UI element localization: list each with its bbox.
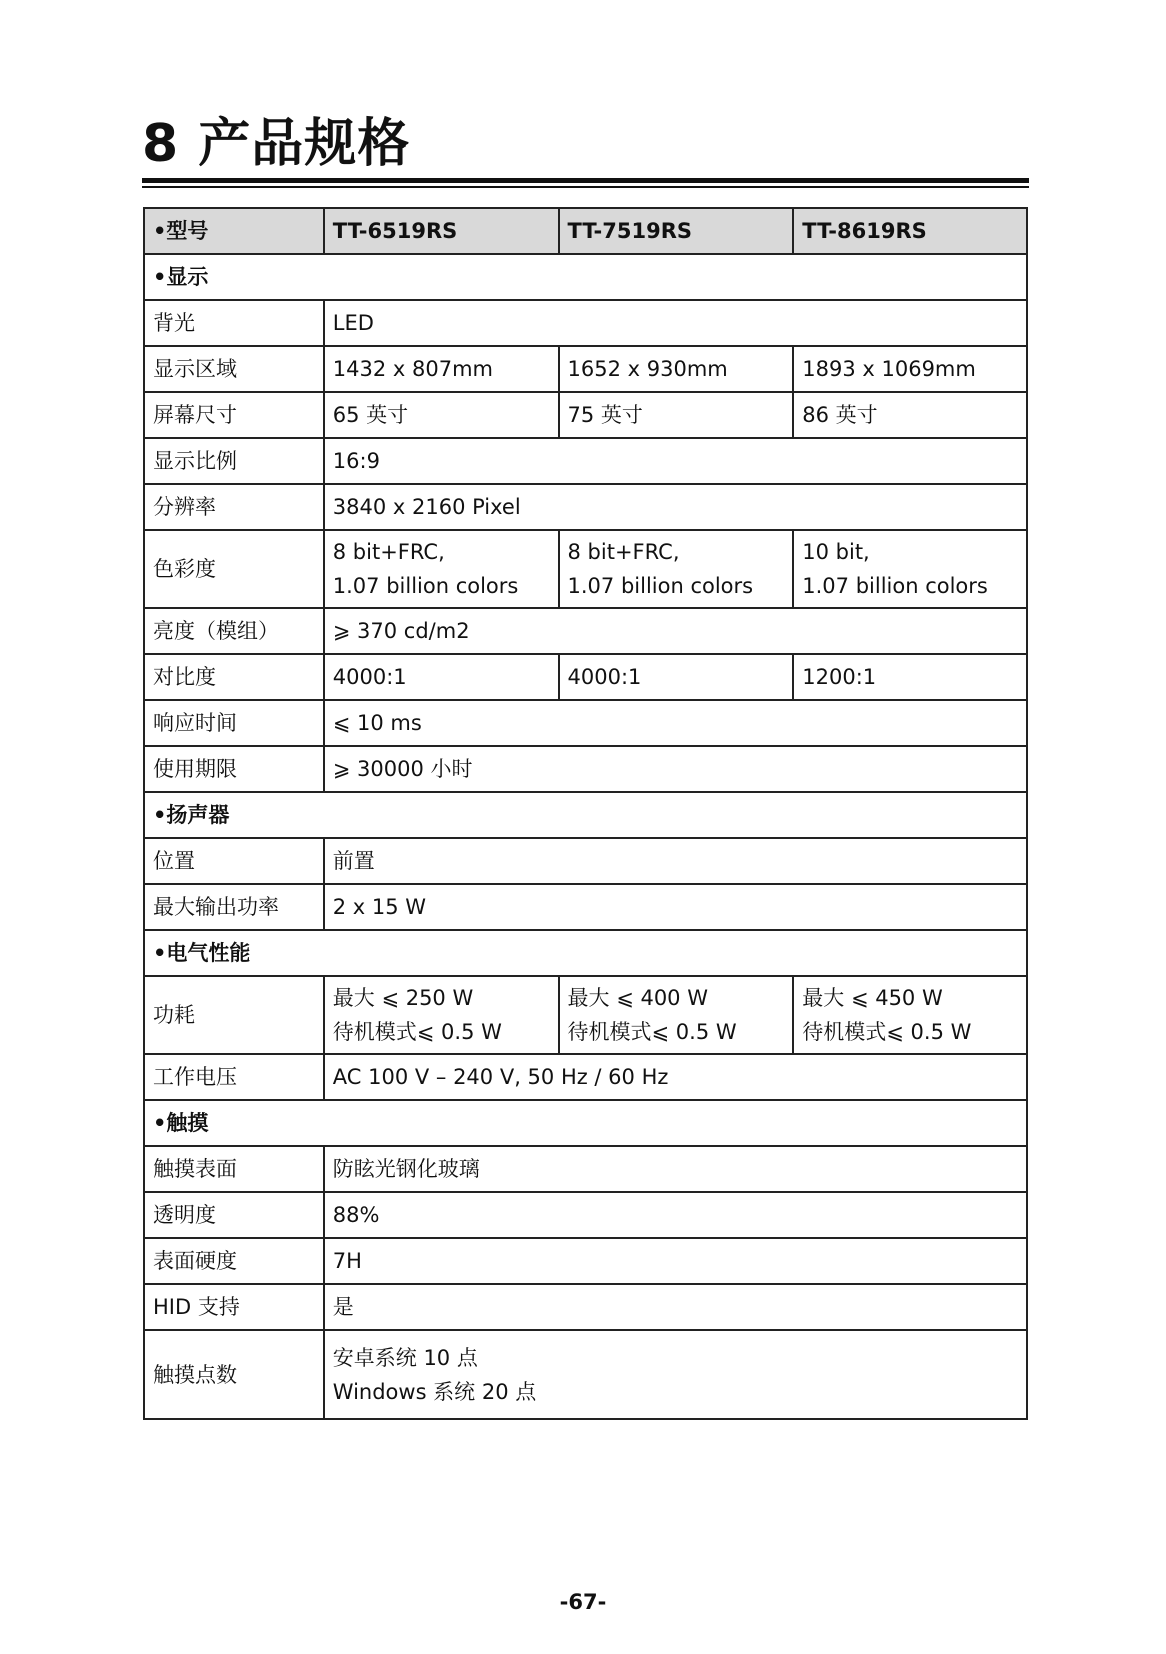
row-label: 色彩度 xyxy=(144,530,324,608)
row-label: 屏幕尺寸 xyxy=(144,392,324,438)
row-value: 1893 x 1069mm xyxy=(793,346,1027,392)
row-label: 表面硬度 xyxy=(144,1238,324,1284)
value-line: Windows 系统 20 点 xyxy=(332,1379,537,1404)
title-rule-thick xyxy=(142,178,1029,183)
row-value: 16:9 xyxy=(324,438,1027,484)
page-number: -67- xyxy=(559,1590,607,1614)
value-line: 安卓系统 10 点 xyxy=(332,1345,478,1370)
row-value: 88% xyxy=(324,1192,1027,1238)
table-row xyxy=(144,1284,1027,1330)
row-label: 工作电压 xyxy=(144,1054,324,1100)
table-header-row xyxy=(144,208,1027,254)
table-row xyxy=(144,392,1027,438)
row-label: 使用期限 xyxy=(144,746,324,792)
row-label: 位置 xyxy=(144,838,324,884)
section-row-electrical xyxy=(144,930,1027,976)
table-row xyxy=(144,300,1027,346)
row-value: ⩾ 30000 小时 xyxy=(324,746,1027,792)
row-value: 86 英寸 xyxy=(793,392,1027,438)
model-1: TT-6519RS xyxy=(324,208,559,254)
table-row xyxy=(144,884,1027,930)
row-value: 1200:1 xyxy=(793,654,1027,700)
table-row xyxy=(144,438,1027,484)
value-line: 待机模式⩽ 0.5 W xyxy=(567,1020,737,1044)
row-value: ⩽ 10 ms xyxy=(324,700,1027,746)
value-line: 1.07 billion colors xyxy=(802,574,988,598)
row-value: ⩾ 370 cd/m2 xyxy=(324,608,1027,654)
row-label: 功耗 xyxy=(144,976,324,1054)
title-rule-thin xyxy=(142,186,1029,188)
page-title: 8 产品规格 xyxy=(142,114,411,174)
row-label: 分辨率 xyxy=(144,484,324,530)
row-value: 3840 x 2160 Pixel xyxy=(324,484,1027,530)
table-row xyxy=(144,1192,1027,1238)
section-row-speaker xyxy=(144,792,1027,838)
table-row xyxy=(144,1054,1027,1100)
table-row xyxy=(144,1146,1027,1192)
table-row xyxy=(144,746,1027,792)
row-value: 防眩光钢化玻璃 xyxy=(324,1146,1027,1192)
table-row xyxy=(144,608,1027,654)
table-row xyxy=(144,484,1027,530)
section-row-touch xyxy=(144,1100,1027,1146)
section-row-display xyxy=(144,254,1027,300)
row-label: 触摸表面 xyxy=(144,1146,324,1192)
spec-table xyxy=(143,207,1028,1420)
value-line: 待机模式⩽ 0.5 W xyxy=(802,1020,972,1044)
row-label: 透明度 xyxy=(144,1192,324,1238)
table-row xyxy=(144,1238,1027,1284)
row-value: 前置 xyxy=(324,838,1027,884)
section-touch: •触摸 xyxy=(144,1100,1027,1146)
row-label: 显示区域 xyxy=(144,346,324,392)
row-value: 1432 x 807mm xyxy=(324,346,559,392)
row-value: 4000:1 xyxy=(324,654,559,700)
table-row xyxy=(144,654,1027,700)
table-row xyxy=(144,1330,1027,1419)
row-value xyxy=(559,976,794,1054)
row-label: 亮度（模组） xyxy=(144,608,324,654)
row-label: 响应时间 xyxy=(144,700,324,746)
value-line: 1.07 billion colors xyxy=(567,574,754,598)
row-value xyxy=(324,530,559,608)
value-line: 1.07 billion colors xyxy=(332,574,519,598)
row-label: 触摸点数 xyxy=(144,1330,324,1419)
row-value xyxy=(793,530,1027,608)
row-label: 背光 xyxy=(144,300,324,346)
section-electrical: •电气性能 xyxy=(144,930,1027,976)
row-value: AC 100 V – 240 V, 50 Hz / 60 Hz xyxy=(324,1054,1027,1100)
row-value xyxy=(559,530,794,608)
model-3: TT-8619RS xyxy=(793,208,1027,254)
model-label: •型号 xyxy=(144,208,324,254)
table-row xyxy=(144,838,1027,884)
value-line: 8 bit+FRC, xyxy=(332,540,445,564)
row-value xyxy=(324,976,559,1054)
value-line: 最大 ⩽ 450 W xyxy=(802,986,943,1010)
value-line: 待机模式⩽ 0.5 W xyxy=(332,1020,502,1044)
row-value: 2 x 15 W xyxy=(324,884,1027,930)
value-line: 最大 ⩽ 250 W xyxy=(332,986,474,1010)
row-value: 7H xyxy=(324,1238,1027,1284)
row-value: 65 英寸 xyxy=(324,392,559,438)
row-value: 1652 x 930mm xyxy=(559,346,794,392)
section-speaker: •扬声器 xyxy=(144,792,1027,838)
row-value: LED xyxy=(324,300,1027,346)
table-row xyxy=(144,976,1027,1054)
table-row xyxy=(144,700,1027,746)
row-value xyxy=(793,976,1027,1054)
row-value: 是 xyxy=(324,1284,1027,1330)
value-line: 8 bit+FRC, xyxy=(567,540,680,564)
row-label: 对比度 xyxy=(144,654,324,700)
table-row xyxy=(144,346,1027,392)
row-label: 显示比例 xyxy=(144,438,324,484)
row-value xyxy=(324,1330,1027,1419)
row-label: 最大输出功率 xyxy=(144,884,324,930)
model-2: TT-7519RS xyxy=(559,208,794,254)
value-line: 最大 ⩽ 400 W xyxy=(567,986,708,1010)
row-label: HID 支持 xyxy=(144,1284,324,1330)
section-display: •显示 xyxy=(144,254,1027,300)
table-row xyxy=(144,530,1027,608)
row-value: 75 英寸 xyxy=(559,392,794,438)
value-line: 10 bit, xyxy=(802,540,870,564)
row-value: 4000:1 xyxy=(559,654,794,700)
